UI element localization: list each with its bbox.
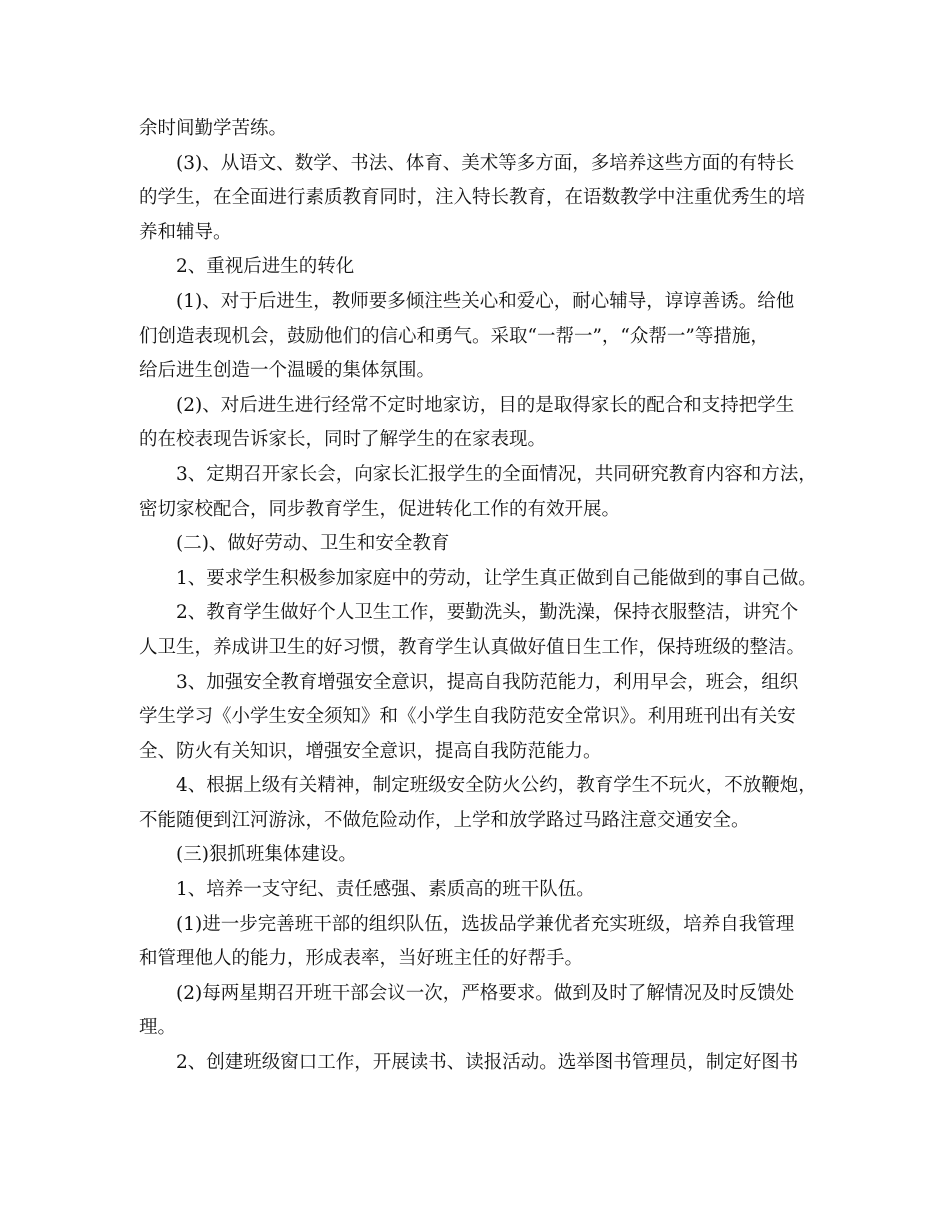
- text-line: 养和辅导。: [139, 221, 232, 243]
- text-line: 人卫生，养成讲卫生的好习惯，教育学生认真做好值日生工作，保持班级的整洁。: [139, 636, 806, 658]
- section-heading: (二)、做好劳动、卫生和安全教育: [176, 533, 450, 555]
- text-line: 全、防火有关知识，增强安全意识，提高自我防范能力。: [139, 740, 602, 762]
- text-line: 的在校表现告诉家长，同时了解学生的在家表现。: [139, 429, 547, 451]
- text-line: (1)进一步完善班干部的组织队伍，选拔品学兼优者充实班级，培养自我管理: [176, 913, 795, 935]
- text-line: 1、要求学生积极参加家庭中的劳动，让学生真正做到自己能做到的事自己做。: [176, 567, 817, 589]
- text-line: 学生学习《小学生安全须知》和《小学生自我防范安全常识》。利用班刊出有关安: [139, 706, 796, 728]
- text-line: 的学生，在全面进行素质教育同时，注入特长教育，在语数教学中注重优秀生的培: [139, 187, 806, 209]
- section-heading: 2、重视后进生的转化: [176, 256, 355, 278]
- text-line: 和管理他人的能力，形成表率，当好班主任的好帮手。: [139, 948, 584, 970]
- text-line: (2)、对后进生进行经常不定时地家访，目的是取得家长的配合和支持把学生: [176, 394, 795, 416]
- text-line: 3、定期召开家长会，向家长汇报学生的全面情况，共同研究教育内容和方法，: [176, 463, 817, 485]
- text-line: 不能随便到江河游泳，不做危险动作，上学和放学路过马路注意交通安全。: [139, 809, 750, 831]
- section-heading: (三)狠抓班集体建设。: [176, 844, 357, 866]
- text-line: 2、教育学生做好个人卫生工作，要勤洗头，勤洗澡，保持衣服整洁，讲究个: [176, 602, 799, 624]
- text-line: 密切家校配合，同步教育学生，促进转化工作的有效开展。: [139, 498, 621, 520]
- document-body: [139, 112, 829, 1081]
- text-line: 3、加强安全教育增强安全意识，提高自我防范能力，利用早会，班会，组织: [176, 671, 799, 693]
- text-line: (2)每两星期召开班干部会议一次，严格要求。做到及时了解情况及时反馈处: [176, 982, 795, 1004]
- text-line: 4、根据上级有关精神，制定班级安全防火公约，教育学生不玩火，不放鞭炮，: [176, 775, 817, 797]
- text-line: 理。: [139, 1017, 177, 1039]
- text-line: 2、创建班级窗口工作，开展读书、读报活动。选举图书管理员，制定好图书: [176, 1052, 799, 1074]
- text-line: 余时间勤学苦练。: [139, 118, 288, 139]
- text-line: 们创造表现机会，鼓励他们的信心和勇气。采取“一帮一”，“众帮一”等措施，: [139, 325, 769, 347]
- text-line: (1)、对于后进生，教师要多倾注些关心和爱心，耐心辅导，谆谆善诱。给他: [176, 290, 795, 312]
- text-line: 给后进生创造一个温暖的集体氛围。: [139, 360, 436, 382]
- text-line: 1、培养一支守纪、责任感强、素质高的班干队伍。: [176, 879, 595, 901]
- text-line: (3)、从语文、数学、书法、体育、美术等多方面，多培养这些方面的有特长: [176, 152, 795, 174]
